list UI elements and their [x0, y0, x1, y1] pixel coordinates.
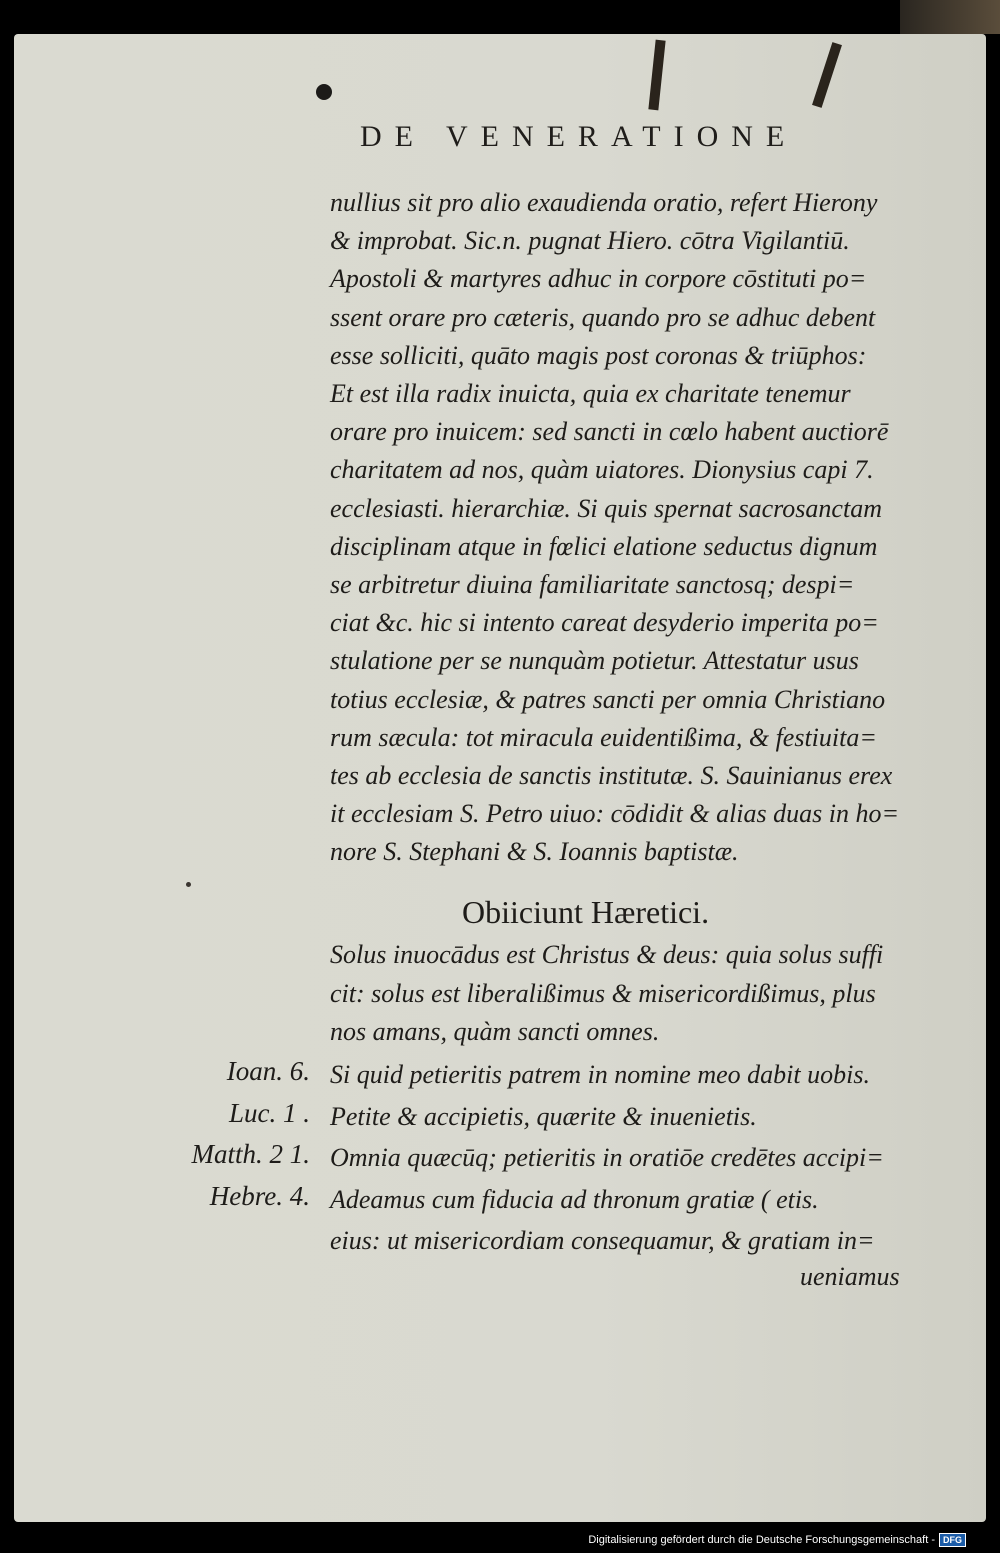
body-line: totius ecclesiæ, & patres sancti per omnia Christiano — [330, 684, 886, 714]
body-line: it ecclesiam S. Petro uiuo: cōdidit & alias duas in ho= — [330, 799, 900, 829]
dfg-logo: DFG — [939, 1533, 966, 1547]
margin-reference: Luc. 1 . — [229, 1097, 310, 1128]
body-line: orare pro inuicem: sed sancti in cœlo habent auctiorē — [330, 417, 889, 447]
body-line: ciat &c. hic si intento careat desyderio imperita po= — [330, 608, 879, 638]
quoted-verse: Petite & accipietis, quærite & inuenietis. — [330, 1101, 757, 1131]
margin-mark — [186, 882, 191, 887]
body-line-last: eius: ut misericordiam consequamur, & gratiam in= — [330, 1226, 875, 1255]
corner-stain — [900, 0, 1000, 34]
quoted-verse: Si quid petieritis patrem in nomine meo dabit uobis. — [330, 1060, 870, 1089]
catchword: ueniamus — [800, 1262, 900, 1291]
body-line: ecclesiasti. hierarchiæ. Si quis spernat sacrosanctam — [330, 493, 882, 523]
footer-text: Digitalisierung gefördert durch die Deutsche Forschungsgemeinschaft - — [588, 1534, 935, 1546]
body-line: ssent orare pro cæteris, quando pro se adhuc debent — [330, 302, 876, 332]
section-heading: Obiiciunt Hæretici. — [462, 894, 710, 930]
body-line: se arbitretur diuina familiaritate sanctosq; despi= — [330, 570, 855, 599]
body-line: nos amans, quàm sancti omnes. — [330, 1017, 660, 1046]
margin-reference: Ioan. 6. — [226, 1056, 310, 1086]
ink-dot — [316, 84, 332, 100]
margin-reference: Hebre. 4. — [209, 1180, 310, 1211]
body-line: & improbat. Sic.n. pugnat Hiero. cōtra Vigilantiū. — [330, 226, 850, 256]
body-line: disciplinam atque in fœlici elatione seductus dignum — [330, 531, 878, 561]
footer-credit — [588, 1533, 966, 1547]
body-line: rum sæcula: tot miracula euidentißima, & festiuita= — [330, 722, 877, 752]
body-line: nullius sit pro alio exaudienda oratio, refert Hierony — [330, 188, 878, 217]
body-line: esse solliciti, quāto magis post coronas & triūphos: — [330, 340, 867, 370]
quoted-verse: Adeamus cum fiducia ad thronum gratiæ ( etis. — [330, 1184, 819, 1214]
body-line: Apostoli & martyres adhuc in corpore cōstituti po= — [330, 264, 867, 294]
running-head: DE VENERATIONE — [360, 120, 798, 153]
body-line: Solus inuocādus est Christus & deus: quia solus suffi — [330, 940, 884, 969]
body-line: stulatione per se nunquàm potietur. Attestatur usus — [330, 646, 859, 676]
body-line: charitatem ad nos, quàm uiatores. Dionysius capi 7. — [330, 455, 874, 485]
body-line: nore S. Stephani & S. Ioannis baptistæ. — [330, 837, 739, 867]
body-line: tes ab ecclesia de sanctis institutæ. S. Sauinianus erex — [330, 761, 893, 790]
quoted-verse: Omnia quæcūq; petieritis in oratiōe credētes accipi= — [330, 1143, 884, 1172]
body-line: Et est illa radix inuicta, quia ex charitate tenemur — [330, 379, 851, 408]
body-line: cit: solus est liberalißimus & misericordißimus, plus — [330, 978, 876, 1008]
margin-reference: Matth. 2 1. — [191, 1139, 310, 1169]
